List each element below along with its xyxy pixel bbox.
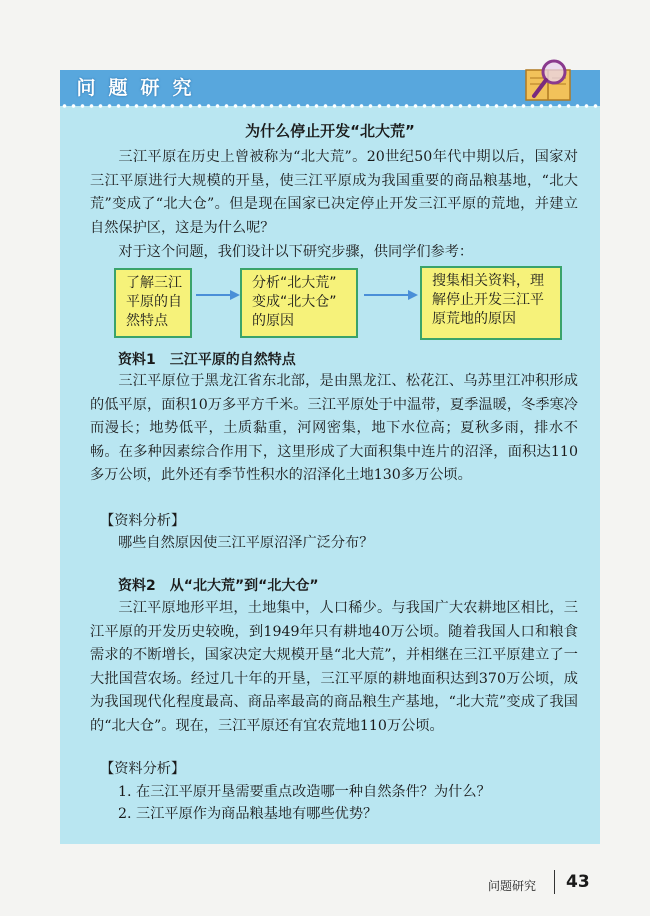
flow-arrow-2 xyxy=(364,288,418,302)
flow-step-3-text: 搜集相关资料，理 解停止开发三江平 原荒地的原因 xyxy=(432,273,544,327)
material-1-heading: 资料1 三江平原的自然特点 xyxy=(118,352,296,368)
material-2-question-2: 2. 三江平原作为商品粮基地有哪些优势？ xyxy=(118,806,378,822)
flow-step-2 xyxy=(240,268,358,338)
material-1-body: 三江平原位于黑龙江省东北部，是由黑龙江、松花江、乌苏里江冲积形成的低平原，面积10万多平方千米。三江平原处于中温带，夏季温暖，冬季寒冷而漫长；地势低平，土质黏重，河网密集，地下水位高；夏秋多雨，排水不畅。在多种因素综合作用下，这里形成了大面积集中连片的沼泽，面积达110多万公顷，此外还有季节性积水的沼泽化土地130多万公顷。 xyxy=(90,373,578,483)
flow-arrow-1 xyxy=(196,288,240,302)
intro-steps-paragraph: 对于这个问题，我们设计以下研究步骤，供同学们参考： xyxy=(118,244,474,260)
section-title xyxy=(72,74,196,102)
section-title-char: 题 xyxy=(108,77,128,99)
page-title: 为什么停止开发“北大荒” xyxy=(245,122,415,140)
magnifier-book-icon xyxy=(520,56,576,108)
header-dot-strip xyxy=(60,102,600,110)
material-2-analysis-label: 【资料分析】 xyxy=(100,761,186,777)
section-title-char: 研 xyxy=(140,77,160,99)
section-title-char: 究 xyxy=(172,77,192,99)
flow-step-3 xyxy=(420,266,562,340)
footer-divider xyxy=(554,870,555,894)
material-2-question-1: 1. 在三江平原开垦需要重点改造哪一种自然条件？为什么？ xyxy=(118,784,491,800)
flow-step-1 xyxy=(114,268,192,338)
page-number: 43 xyxy=(566,872,590,892)
flow-step-1-text: 了解三江 平原的自 然特点 xyxy=(126,275,182,329)
flow-step-2-text: 分析“北大荒” 变成“北大仓” 的原因 xyxy=(252,275,337,329)
section-title-char: 问 xyxy=(76,77,96,99)
material-1-analysis-label: 【资料分析】 xyxy=(100,513,186,529)
intro-paragraph: 三江平原在历史上曾被称为“北大荒”。20世纪50年代中期以后，国家对三江平原进行大规模的开垦，使三江平原成为我国重要的商品粮基地，“北大荒”变成了“北大仓”。但是现在国家已决定停止开发三江平原的荒地，并建立自然保护区，这是为什么呢？ xyxy=(90,149,578,236)
material-1-question: 哪些自然原因使三江平原沼泽广泛分布？ xyxy=(118,535,374,551)
material-2-heading: 资料2 从“北大荒”到“北大仓” xyxy=(118,578,319,594)
footer-section-label: 问题研究 xyxy=(488,879,537,893)
material-2-body: 三江平原地形平坦，土地集中，人口稀少。与我国广大农耕地区相比，三江平原的开发历史较晚，到1949年只有耕地40万公顷。随着我国人口和粮食需求的不断增长，国家决定大规模开垦“北大荒”，并相继在三江平原建立了一大批国营农场。经过几十年的开垦，三江平原的耕地面积达到370万公顷，成为我国现代化程度最高、商品率最高的商品粮生产基地，“北大荒”变成了我国的“北大仓”。现在，三江平原还有宜农荒地110万公顷。 xyxy=(90,600,578,734)
